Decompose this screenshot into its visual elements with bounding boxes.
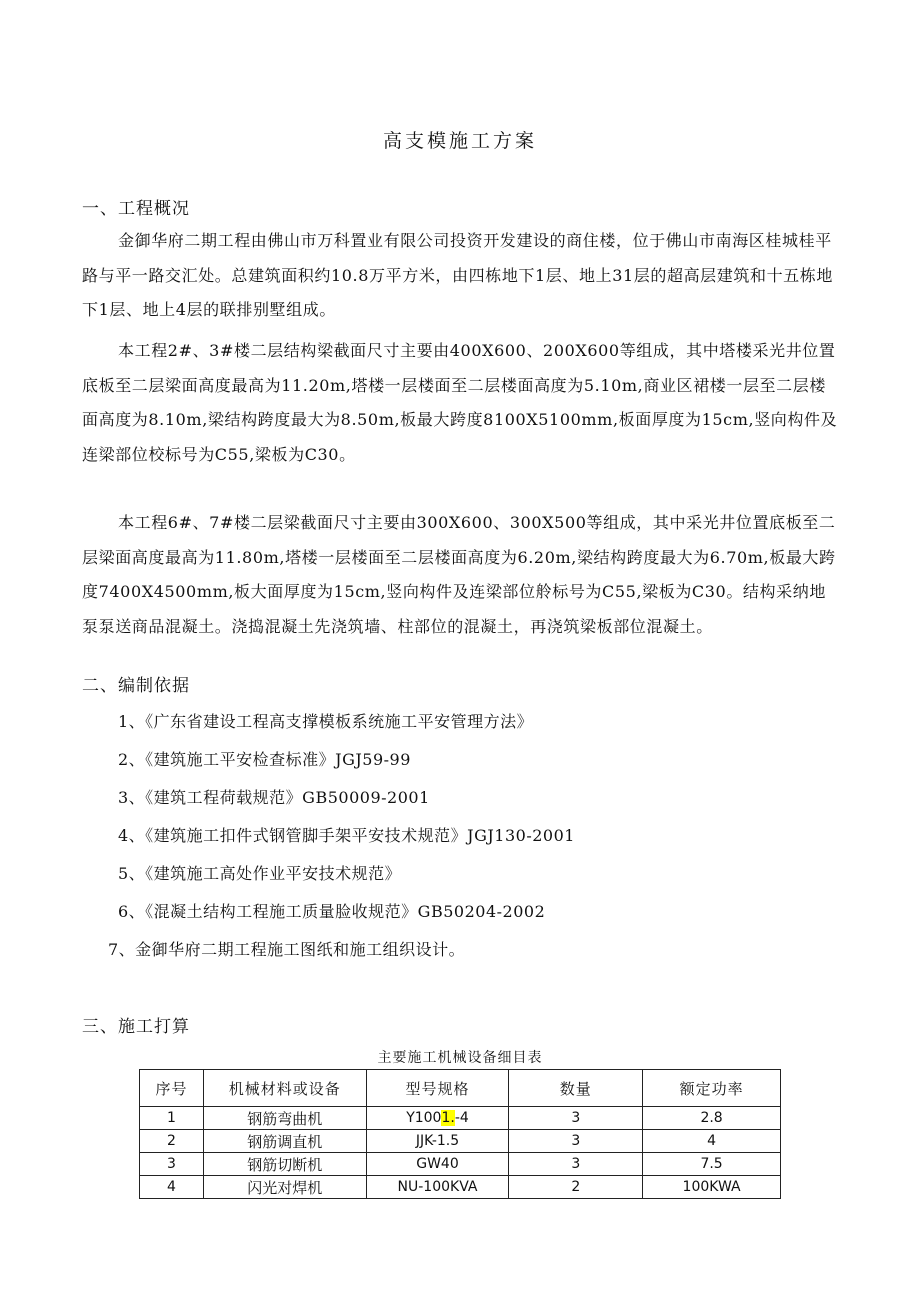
header-model: 型号规格 (366, 1070, 509, 1107)
cell-power: 2.8 (643, 1107, 781, 1130)
cell-equipment: 钢筋切断机 (203, 1153, 366, 1176)
cell-equipment: 钢筋调直机 (203, 1130, 366, 1153)
reference-item-5: 5、《建筑施工高处作业平安技术规范》 (118, 864, 402, 883)
overview-paragraph-1: 金御华府二期工程由佛山市万科置业有限公司投资开发建设的商住楼，位于佛山市南海区桂城桂平路与平一路交汇处。总建筑面积约10.8万平方米，由四栋地下1层、地上31层的超高层建筑和十五栋地下1层、地上4层的联排别墅组成。 (82, 231, 833, 319)
header-no: 序号 (140, 1070, 204, 1107)
overview-paragraph-2: 本工程2#、3#楼二层结构梁截面尺寸主要由400X600、200X600等组成，其中塔楼采光井位置底板至二层梁面高度最高为11.20m,塔楼一层楼面至二层楼面高度为5.10m,商业区裙楼一层至二层楼面高度为8.10m,梁结构跨度最大为8.50m,板最大跨度8100X5100mm,板面厚度为15cm,竖向构件及连梁部位校标号为C55,梁板为C30。 (82, 341, 838, 464)
cell-power: 7.5 (643, 1153, 781, 1176)
cell-quantity: 3 (509, 1130, 643, 1153)
table-row (140, 1176, 781, 1199)
header-power: 额定功率 (643, 1070, 781, 1107)
cell-no: 3 (140, 1153, 204, 1176)
cell-power: 4 (643, 1130, 781, 1153)
document-title: 高支模施工方案 (382, 130, 537, 152)
cell-model: GW40 (366, 1153, 509, 1176)
equipment-table (139, 1069, 781, 1199)
table-row (140, 1107, 781, 1130)
cell-no: 1 (140, 1107, 204, 1130)
section-heading-basis: 二、编制依据 (82, 676, 190, 696)
reference-item-3: 3、《建筑工程荷载规范》GB50009-2001 (118, 788, 430, 807)
cell-no: 2 (140, 1130, 204, 1153)
table-caption: 主要施工机械设备细目表 (377, 1050, 543, 1066)
cell-power: 100KWA (643, 1176, 781, 1199)
cell-equipment: 闪光对焊机 (203, 1176, 366, 1199)
overview-paragraph-3: 本工程6#、7#楼二层梁截面尺寸主要由300X600、300X500等组成，其中采光井位置底板至二层梁面高度最高为11.80m,塔楼一层楼面至二层楼面高度为6.20m,梁结构跨度最大为6.70m,板最大跨度7400X4500mm,板大面厚度为15cm,竖向构件及连梁部位舲标号为C55,梁板为C30。结构采纳地泵泵送商品混凝土。浇捣混凝土先浇筑墙、柱部位的混凝土，再浇筑梁板部位混凝土。 (82, 513, 836, 636)
reference-item-2: 2、《建筑施工平安检查标准》JGJ59-99 (118, 750, 411, 769)
table-row (140, 1153, 781, 1176)
reference-item-6: 6、《混凝土结构工程施工质量脸收规范》GB50204-2002 (118, 902, 546, 921)
section-heading-overview: 一、工程概况 (82, 199, 190, 219)
reference-item-7: 7、金御华府二期工程施工图纸和施工组织设计。 (108, 940, 466, 959)
model-part: Y100 (406, 1110, 442, 1126)
cell-model (366, 1107, 509, 1130)
header-quantity: 数量 (509, 1070, 643, 1107)
section-heading-preparation: 三、施工打算 (82, 1017, 190, 1037)
reference-item-4: 4、《建筑施工扣件式钢管脚手架平安技术规范》JGJ130-2001 (118, 826, 575, 845)
reference-item-1: 1、《广东省建设工程高支撑模板系统施工平安管理方法》 (118, 712, 534, 731)
cell-quantity: 2 (509, 1176, 643, 1199)
cell-model: JJK-1.5 (366, 1130, 509, 1153)
model-part: -4 (454, 1110, 469, 1126)
highlighted-text: 1. (441, 1110, 455, 1126)
cell-no: 4 (140, 1176, 204, 1199)
cell-quantity: 3 (509, 1107, 643, 1130)
header-equipment: 机械材料或设备 (203, 1070, 366, 1107)
table-header-row (140, 1070, 781, 1107)
table-row (140, 1130, 781, 1153)
cell-equipment: 钢筋弯曲机 (203, 1107, 366, 1130)
cell-model: NU-100KVA (366, 1176, 509, 1199)
cell-quantity: 3 (509, 1153, 643, 1176)
